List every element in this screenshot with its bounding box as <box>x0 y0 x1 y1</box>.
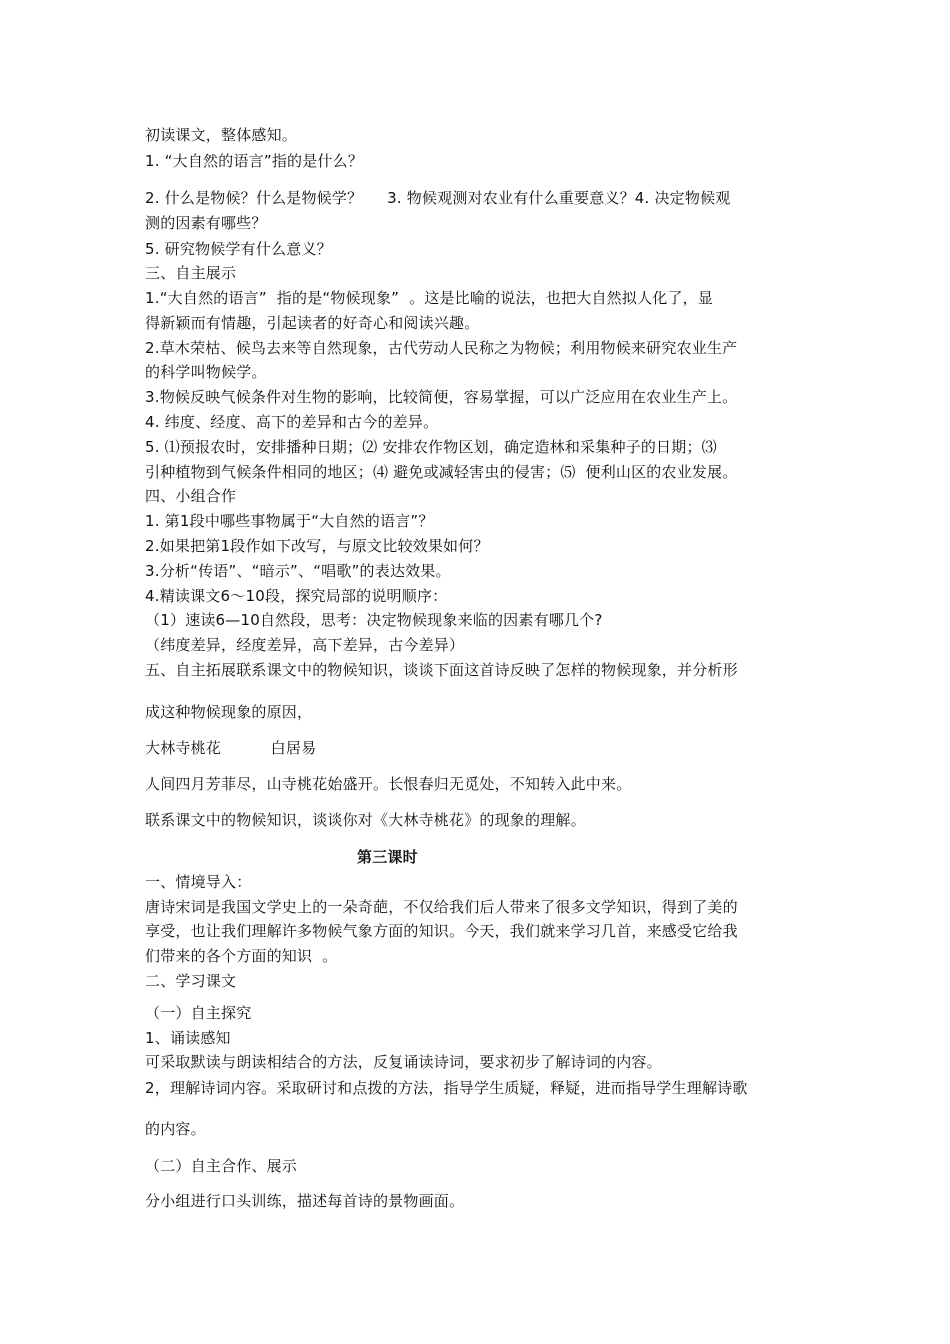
text-line: 1.“大自然的语言” 指的是“物候现象” 。这是比喻的说法，也把大自然拟人化了，显 <box>145 289 714 307</box>
text-line: 们带来的各个方面的知识 。 <box>145 947 338 965</box>
text-line: 2. 什么是物候？什么是物候学？ 3. 物候观测对农业有什么重要意义？4. 决定物候观 <box>145 189 731 207</box>
text-line: 的科学叫物候学。 <box>145 363 267 381</box>
text-line: 引种植物到气候条件相同的地区；⑷ 避免或减轻害虫的侵害；⑸ 便利山区的农业发展。 <box>145 463 738 481</box>
text-line: 分小组进行口头训练，描述每首诗的景物画面。 <box>145 1192 465 1210</box>
text-line: 可采取默读与朗读相结合的方法，反复诵读诗词，要求初步了解诗词的内容。 <box>145 1053 662 1071</box>
text-line: 1. 第1段中哪些事物属于“大自然的语言”？ <box>145 512 434 530</box>
text-line: 1、诵读感知 <box>145 1029 231 1047</box>
subsection-heading: （一）自主探究 <box>145 1004 252 1022</box>
text-line: 享受，也让我们理解许多物候气象方面的知识。今天，我们就来学习几首，来感受它给我 <box>145 922 738 940</box>
text-line: 3.物候反映气候条件对生物的影响，比较简便，容易掌握，可以广泛应用在农业生产上。 <box>145 388 738 406</box>
text-line: 3.分析“传语”、“暗示”、“唱歌”的表达效果。 <box>145 562 451 580</box>
text-line: 唐诗宋词是我国文学史上的一朵奇葩，不仅给我们后人带来了很多文学知识，得到了美的 <box>145 898 738 916</box>
text-line: （1）速读6—10自然段，思考：决定物候现象来临的因素有哪几个? <box>145 611 603 629</box>
text-line: 2.如果把第1段作如下改写，与原文比较效果如何？ <box>145 537 489 555</box>
section-heading: 三、自主展示 <box>145 264 237 282</box>
text-line: 5. ⑴预报农时，安排播种日期；⑵ 安排农作物区划，确定造林和采集种子的日期；⑶ <box>145 438 717 456</box>
poem-text: 人间四月芳菲尽，山寺桃花始盛开。长恨春归无觅处，不知转入此中来。 <box>145 775 632 793</box>
text-line: 联系课文中的物候知识，谈谈你对《大林寺桃花》的现象的理解。 <box>145 811 586 829</box>
text-line: 成这种物候现象的原因， <box>145 703 313 721</box>
text-line: 得新颖而有情趣，引起读者的好奇心和阅读兴趣。 <box>145 314 480 332</box>
lesson-title: 第三课时 <box>357 848 418 866</box>
text-line: 2.草木荣枯、候鸟去来等自然现象，古代劳动人民称之为物候；利用物候来研究农业生产 <box>145 339 738 357</box>
text-line: 5. 研究物候学有什么意义？ <box>145 240 332 258</box>
section-heading: 四、小组合作 <box>145 487 237 505</box>
text-line: 1. “大自然的语言”指的是什么？ <box>145 152 364 170</box>
text-line: 的内容。 <box>145 1120 206 1138</box>
text-line: 测的因素有哪些？ <box>145 214 267 232</box>
text-line: 2，理解诗词内容。采取研讨和点拨的方法，指导学生质疑，释疑，进而指导学生理解诗歌 <box>145 1079 748 1097</box>
poem-title: 大林寺桃花 白居易 <box>145 739 317 757</box>
section-heading: 五、自主拓展联系课文中的物候知识，谈谈下面这首诗反映了怎样的物候现象，并分析形 <box>145 661 738 679</box>
text-line: （纬度差异，经度差异，高下差异，古今差异） <box>145 636 465 654</box>
section-heading: 二、学习课文 <box>145 972 237 990</box>
text-line: 4.精读课文6～10段，探究局部的说明顺序： <box>145 587 448 605</box>
subsection-heading: （二）自主合作、展示 <box>145 1157 298 1175</box>
text-line: 4. 纬度、经度、高下的差异和古今的差异。 <box>145 413 439 431</box>
section-heading: 一、情境导入： <box>145 873 252 891</box>
text-line: 初读课文，整体感知。 <box>145 126 298 144</box>
